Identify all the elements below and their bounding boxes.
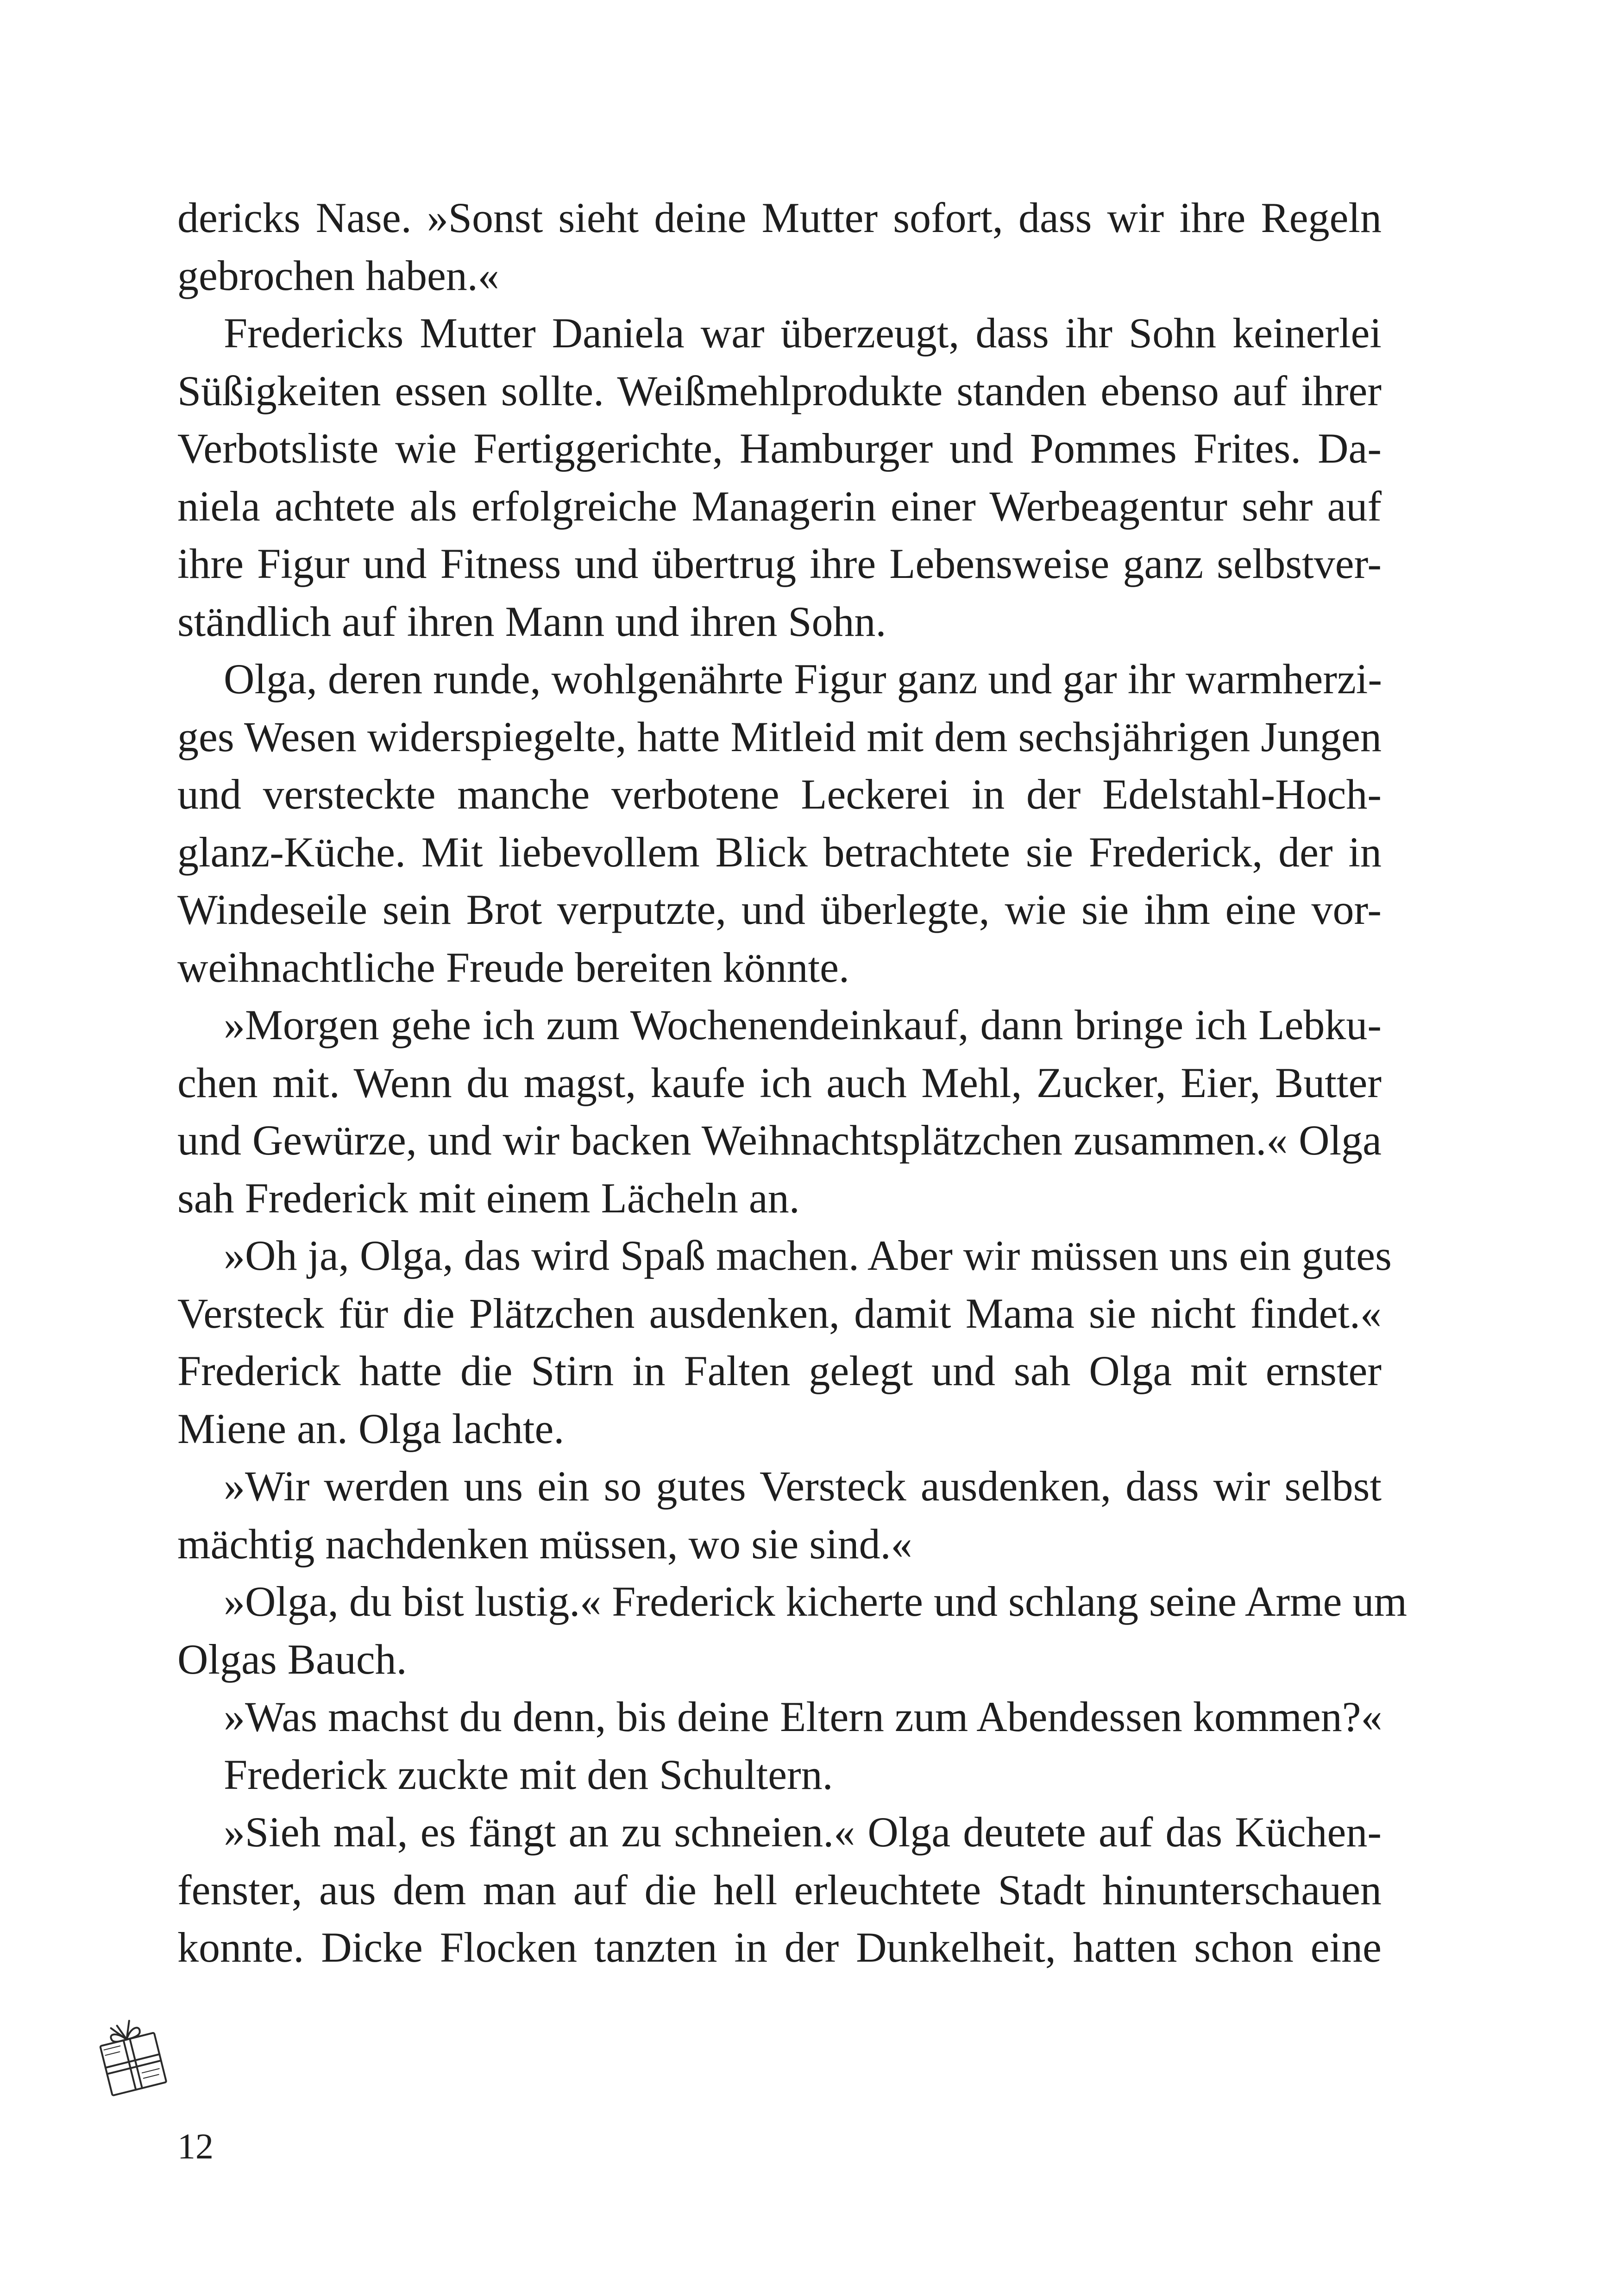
text-line: Verbotsliste wie Fertiggerichte, Hamburger und Pommes Frites. Da-: [177, 425, 1382, 472]
text-line: »Was machst du denn, bis deine Eltern zum Abendessen kommen?«: [224, 1693, 1382, 1740]
text-line: weihnachtliche Freude bereiten könnte.: [177, 943, 849, 991]
text-line: mächtig nachdenken müssen, wo sie sind.«: [177, 1520, 912, 1568]
text-line: und Gewürze, und wir backen Weihnachtsplätzchen zusammen.« Olga: [177, 1117, 1382, 1164]
text-line: Versteck für die Plätzchen ausdenken, damit Mama sie nicht findet.«: [177, 1289, 1382, 1337]
text-line: konnte. Dicke Flocken tanzten in der Dunkelheit, hatten schon eine: [177, 1924, 1382, 1971]
text-line: sah Frederick mit einem Lächeln an.: [177, 1174, 800, 1222]
text-line: Miene an. Olga lachte.: [177, 1405, 565, 1452]
text-line: »Morgen gehe ich zum Wochenendeinkauf, dann bringe ich Lebku-: [224, 1001, 1382, 1048]
text-line: ihre Figur und Fitness und übertrug ihre Lebensweise ganz selbstver-: [177, 540, 1382, 587]
text-line: »Oh ja, Olga, das wird Spaß machen. Aber wir müssen uns ein gutes: [224, 1232, 1392, 1279]
text-line: glanz-Küche. Mit liebevollem Blick betrachtete sie Frederick, der in: [177, 828, 1382, 876]
text-line: ständlich auf ihren Mann und ihren Sohn.: [177, 597, 886, 645]
text-line: »Olga, du bist lustig.« Frederick kicherte und schlang seine Arme um: [224, 1578, 1407, 1625]
text-line: und versteckte manche verbotene Leckerei in der Edelstahl-Hoch-: [177, 771, 1382, 818]
page-number: 12: [177, 2126, 214, 2166]
text-line: Olgas Bauch.: [177, 1635, 407, 1683]
text-line: Windeseile sein Brot verputzte, und überlegte, wie sie ihm eine vor-: [177, 886, 1382, 933]
text-line: gebrochen haben.«: [177, 251, 499, 299]
text-line: dericks Nase. »Sonst sieht deine Mutter sofort, dass wir ihre Regeln: [177, 194, 1382, 241]
text-line: ges Wesen widerspiegelte, hatte Mitleid mit dem sechsjährigen Jungen: [177, 713, 1382, 760]
text-line: fenster, aus dem man auf die hell erleuchtete Stadt hinunterschauen: [177, 1866, 1382, 1913]
text-line: »Wir werden uns ein so gutes Versteck ausdenken, dass wir selbst: [224, 1462, 1382, 1510]
text-line: Frederick zuckte mit den Schultern.: [224, 1750, 833, 1798]
text-line: Süßigkeiten essen sollte. Weißmehlprodukte standen ebenso auf ihrer: [177, 367, 1382, 414]
gift-box-icon: [87, 2010, 180, 2102]
text-line: »Sieh mal, es fängt an zu schneien.« Olga deutete auf das Küchen-: [224, 1808, 1382, 1856]
text-line: Fredericks Mutter Daniela war überzeugt, dass ihr Sohn keinerlei: [224, 309, 1382, 357]
text-line: Frederick hatte die Stirn in Falten gelegt und sah Olga mit ernster: [177, 1347, 1382, 1394]
text-line: chen mit. Wenn du magst, kaufe ich auch Mehl, Zucker, Eier, Butter: [177, 1059, 1382, 1106]
body-text: [177, 189, 1407, 1976]
text-line: Olga, deren runde, wohlgenährte Figur ganz und gar ihr warmherzi-: [224, 655, 1382, 703]
text-line: niela achtete als erfolgreiche Managerin einer Werbeagentur sehr auf: [177, 482, 1382, 530]
